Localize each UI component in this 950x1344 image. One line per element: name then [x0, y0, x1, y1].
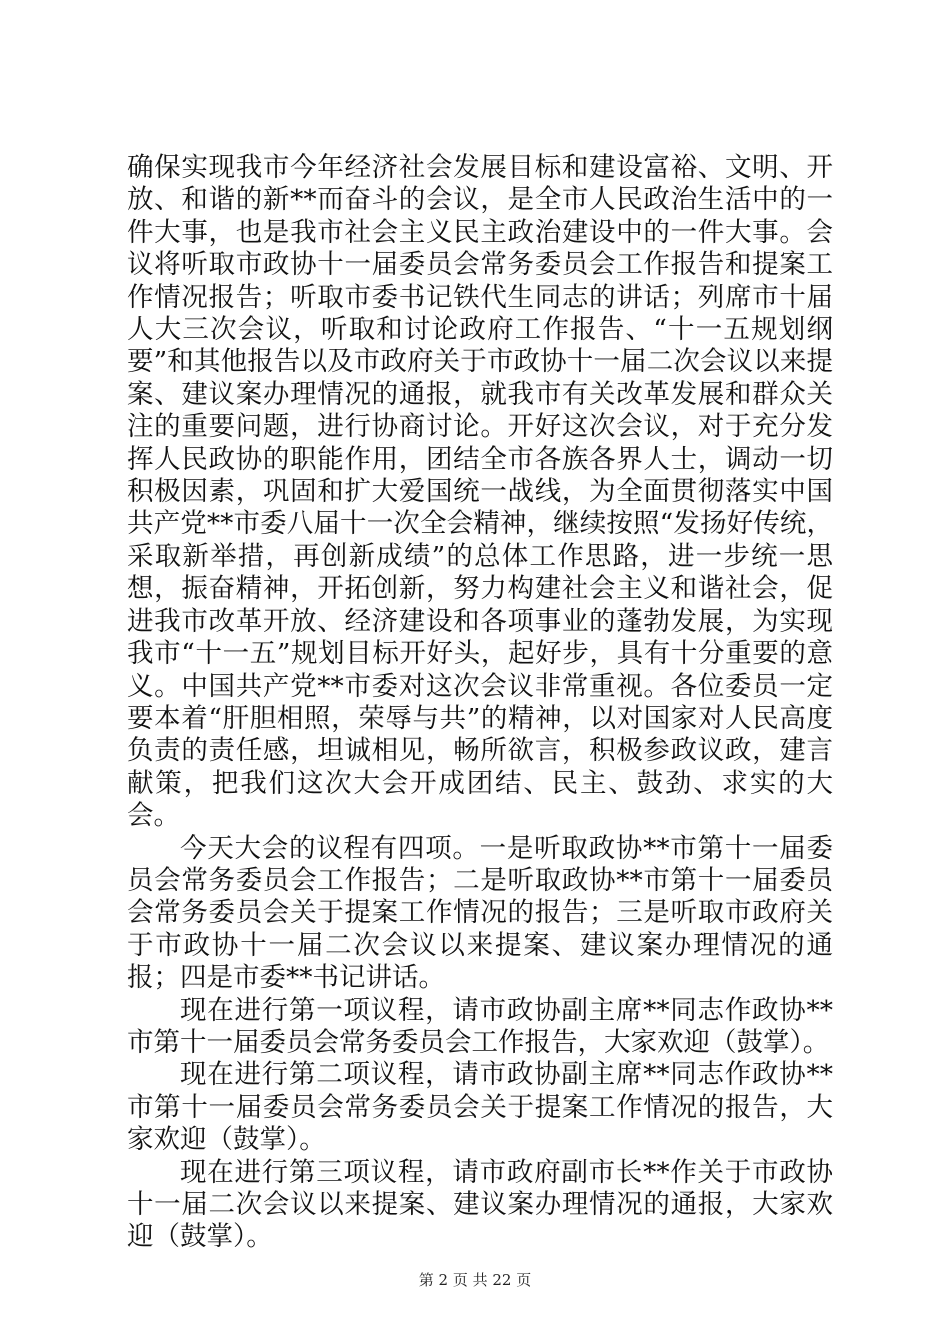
paragraph-agenda: 今天大会的议程有四项。一是听取政协**市第十一届委员会常务委员会工作报告；二是听取政协**市第十一届委员会常务委员会关于提案工作情况的报告；三是听取市政府关于市政协十一届二次会议以来提案、建议案办理情况的通报；四是市委**书记讲话。 — [127, 832, 833, 994]
document-body — [127, 152, 833, 1254]
paragraph-item-three: 现在进行第三项议程，请市政府副市长**作关于市政协十一届二次会议以来提案、建议案办理情况的通报，大家欢迎（鼓掌）。 — [127, 1156, 833, 1253]
page-number-footer: 第 2 页 共 22 页 — [418, 1271, 532, 1289]
paragraph-item-two: 现在进行第二项议程，请市政协副主席**同志作政协**市第十一届委员会常务委员会关于提案工作情况的报告，大家欢迎（鼓掌）。 — [127, 1059, 833, 1156]
paragraph-opening: 确保实现我市今年经济社会发展目标和建设富裕、文明、开放、和谐的新**而奋斗的会议，是全市人民政治生活中的一件大事，也是我市社会主义民主政治建设中的一件大事。会议将听取市政协十一届委员会常务委员会工作报告和提案工作情况报告；听取市委书记铁代生同志的讲话；列席市十届人大三次会议，听取和讨论政府工作报告、“十一五规划纲要”和其他报告以及市政府关于市政协十一届二次会议以来提案、建议案办理情况的通报，就我市有关改革发展和群众关注的重要问题，进行协商讨论。开好这次会议，对于充分发挥人民政协的职能作用，团结全市各族各界人士，调动一切积极因素，巩固和扩大爱国统一战线，为全面贯彻落实中国共产党**市委八届十一次全会精神，继续按照“发扬好传统，采取新举措，再创新成绩”的总体工作思路，进一步统一思想，振奋精神，开拓创新，努力构建社会主义和谐社会，促进我市改革开放、经济建设和各项事业的蓬勃发展，为实现我市“十一五”规划目标开好头，起好步，具有十分重要的意义。中国共产党**市委对这次会议非常重视。各位委员一定要本着“肝胆相照，荣辱与共”的精神，以对国家对人民高度负责的责任感，坦诚相见，畅所欲言，积极参政议政，建言献策，把我们这次大会开成团结、民主、鼓劲、求实的大会。 — [127, 152, 833, 832]
paragraph-item-one: 现在进行第一项议程，请市政协副主席**同志作政协**市第十一届委员会常务委员会工作报告，大家欢迎（鼓掌）。 — [127, 994, 833, 1058]
